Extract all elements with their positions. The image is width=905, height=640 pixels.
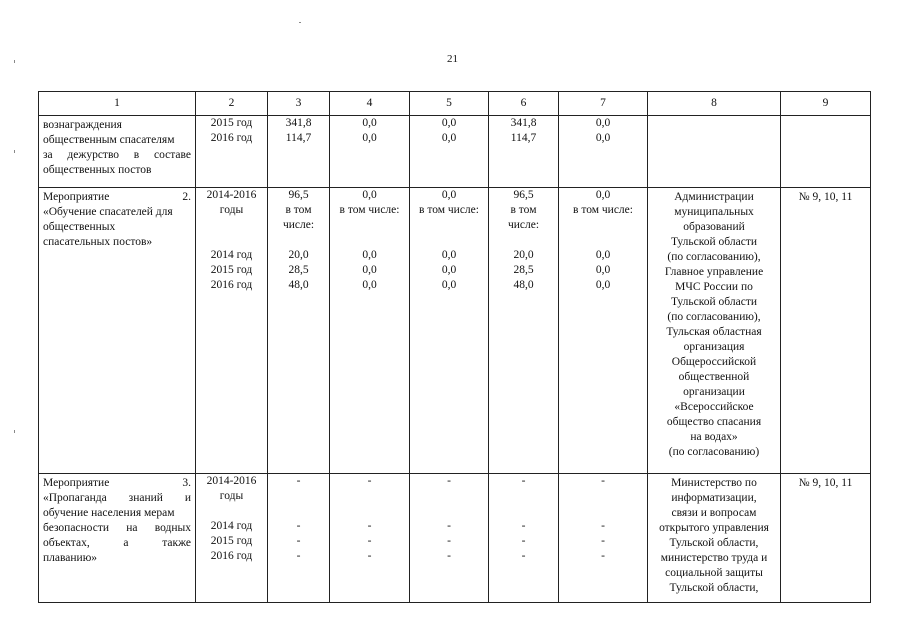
cell-line: министерство труда и (660, 552, 768, 564)
table-cell (39, 116, 196, 188)
cell-line: 2015 год (210, 535, 253, 547)
cell-line (268, 489, 329, 504)
cell-line: спасательных постов» (43, 236, 153, 248)
cell-line: 2014 год (210, 249, 253, 261)
cell-line (330, 489, 409, 504)
table-cell (559, 188, 648, 474)
table-cell (781, 116, 871, 188)
cell-line: социальной защиты (665, 567, 763, 579)
cell-line: № 9, 10, 11 (798, 477, 853, 489)
cell-line: 20,0 (288, 249, 309, 261)
cell-line: в том (285, 204, 312, 216)
cell-line: 341,8 (510, 117, 537, 129)
cell-line: - (447, 535, 451, 547)
table-cell (196, 474, 268, 603)
scan-mark (14, 150, 15, 153)
cell-line: 0,0 (362, 249, 377, 261)
table-cell (648, 474, 781, 603)
cell-line: - (601, 550, 605, 562)
cell-line: - (296, 550, 301, 562)
cell-line: 48,0 (513, 279, 534, 291)
cell-line (330, 233, 409, 248)
cell-line: 28,5 (288, 264, 309, 276)
cell-line: 0,0 (441, 249, 457, 261)
column-header: 6 (489, 92, 559, 116)
cell-line: МЧС России по (675, 281, 753, 293)
cell-line: - (447, 520, 451, 532)
cell-line: организации (683, 386, 745, 398)
table-cell (559, 474, 648, 603)
table-row (39, 116, 871, 188)
cell-line: 20,0 (513, 249, 534, 261)
cell-line: 0,0 (595, 249, 611, 261)
cell-line: - (521, 550, 526, 562)
cell-line: 2014 год (210, 520, 253, 532)
cell-line: - (521, 475, 526, 487)
cell-line: 2015 год (210, 117, 253, 129)
cell-line: 0,0 (595, 264, 611, 276)
cell-line: открытого управления (659, 522, 769, 534)
cell-line: - (367, 475, 372, 487)
cell-line: общественных постов (43, 164, 152, 176)
table-cell (559, 116, 648, 188)
column-header: 7 (559, 92, 648, 116)
cell-line: Тульской области (670, 236, 757, 248)
cell-line (330, 218, 409, 233)
cell-line: на водах» (690, 431, 738, 443)
cell-line: 2014-2016 (206, 475, 257, 487)
cell-line: 96,5 (513, 189, 534, 201)
cell-line: 0,0 (362, 279, 377, 291)
column-header: 5 (410, 92, 489, 116)
cell-line: 0,0 (441, 132, 457, 144)
cell-line: Тульской области (670, 296, 757, 308)
cell-line: безопасности на водных (43, 522, 191, 534)
cell-line: 114,7 (285, 132, 312, 144)
table-cell (39, 474, 196, 603)
cell-line: - (367, 520, 372, 532)
cell-line: за дежурство в составе (43, 149, 191, 161)
cell-line: 0,0 (362, 117, 377, 129)
cell-line (410, 504, 488, 519)
scan-mark (14, 60, 15, 63)
cell-line (489, 489, 558, 504)
cell-line: - (601, 520, 605, 532)
cell-line: числе: (507, 219, 540, 231)
column-header: 9 (781, 92, 871, 116)
cell-line: 0,0 (441, 189, 457, 201)
cell-line: Главное управление (664, 266, 764, 278)
cell-line: в том числе: (573, 204, 633, 216)
cell-line: в том числе: (339, 204, 400, 216)
cell-line: (по согласованию), (667, 251, 761, 263)
table-cell (196, 116, 268, 188)
cell-line (268, 233, 329, 248)
table-cell (489, 116, 559, 188)
cell-line: № 9, 10, 11 (798, 191, 853, 203)
column-header: 3 (268, 92, 330, 116)
column-header: 8 (648, 92, 781, 116)
cell-line: в том (510, 204, 537, 216)
cell-line: 341,8 (285, 117, 312, 129)
cell-line: общественным спасателям (43, 134, 175, 146)
table-cell (268, 474, 330, 603)
cell-line (196, 233, 267, 248)
cell-line: годы (219, 490, 244, 502)
column-header: 2 (196, 92, 268, 116)
column-header: 4 (330, 92, 410, 116)
cell-line: связи и вопросам (671, 507, 757, 519)
cell-line: - (601, 535, 605, 547)
cell-line: 0,0 (441, 279, 457, 291)
cell-line: Тульской области, (669, 537, 759, 549)
cell-line: «Всероссийское (674, 401, 754, 413)
cell-line: 0,0 (362, 189, 377, 201)
cell-line: 2014-2016 (206, 189, 257, 201)
table-cell (410, 116, 489, 188)
cell-line: объектах, а также (43, 537, 191, 549)
cell-line: информатизации, (671, 492, 757, 504)
table-cell (330, 474, 410, 603)
cell-line (489, 233, 558, 248)
cell-line (196, 504, 267, 519)
cell-line: - (447, 475, 451, 487)
table-cell (489, 474, 559, 603)
program-table (38, 91, 871, 603)
cell-line: 48,0 (288, 279, 309, 291)
cell-line: 0,0 (441, 264, 457, 276)
scan-mark (299, 22, 301, 23)
cell-line: - (521, 535, 526, 547)
cell-line (559, 489, 647, 504)
cell-line: 114,7 (510, 132, 537, 144)
table-cell (648, 188, 781, 474)
cell-line: 28,5 (513, 264, 534, 276)
cell-line: (по согласованию), (667, 311, 761, 323)
table-cell (410, 188, 489, 474)
cell-line: «Обучение спасателей для (43, 206, 173, 218)
cell-line (410, 489, 488, 504)
table-cell (39, 188, 196, 474)
table-cell (196, 188, 268, 474)
cell-line: 0,0 (595, 117, 611, 129)
cell-line: Мероприятие 3. (43, 477, 191, 489)
cell-line: 0,0 (595, 189, 611, 201)
table-row (39, 474, 871, 603)
cell-line: общественной (678, 371, 750, 383)
cell-line: общественных (43, 221, 116, 233)
cell-line: - (447, 550, 451, 562)
cell-line: - (521, 520, 526, 532)
cell-line (410, 233, 488, 248)
page-number: 21 (447, 53, 458, 65)
cell-line: 96,5 (288, 189, 309, 201)
cell-line: 0,0 (362, 264, 377, 276)
cell-line: Тульской области, (669, 582, 759, 594)
table-cell (489, 188, 559, 474)
cell-line: 0,0 (362, 132, 377, 144)
cell-line: - (296, 475, 301, 487)
cell-line: 0,0 (441, 117, 457, 129)
cell-line (410, 218, 488, 233)
cell-line: 2016 год (210, 550, 253, 562)
cell-line: вознаграждения (43, 119, 122, 131)
cell-line (489, 504, 558, 519)
table-cell (268, 188, 330, 474)
cell-line: 2016 год (210, 132, 253, 144)
cell-line: - (296, 520, 301, 532)
cell-line: 2016 год (210, 279, 253, 291)
table-header-row (39, 92, 871, 116)
cell-line: Министерство по (671, 477, 757, 489)
cell-line: годы (219, 204, 244, 216)
cell-line: общество спасания (666, 416, 762, 428)
table-cell (268, 116, 330, 188)
cell-line: в том числе: (419, 204, 479, 216)
table-cell (410, 474, 489, 603)
cell-line (559, 233, 647, 248)
cell-line (330, 504, 409, 519)
cell-line: (по согласованию) (668, 446, 760, 458)
cell-line (559, 218, 647, 233)
cell-line (559, 504, 647, 519)
table-row (39, 188, 871, 474)
cell-line: плаванию» (43, 552, 98, 564)
cell-line: «Пропаганда знаний и (43, 492, 191, 504)
cell-line: Мероприятие 2. (43, 191, 191, 203)
cell-line: - (601, 475, 605, 487)
cell-line: муниципальных (674, 206, 754, 218)
cell-line: числе: (282, 219, 315, 231)
cell-line: - (367, 535, 372, 547)
table-cell (330, 188, 410, 474)
cell-line (196, 218, 267, 233)
cell-line: организация (683, 341, 745, 353)
cell-line: 0,0 (595, 132, 611, 144)
column-header: 1 (39, 92, 196, 116)
cell-line: Администрации (674, 191, 754, 203)
cell-line: 2015 год (210, 264, 253, 276)
table-cell (648, 116, 781, 188)
cell-line: 0,0 (595, 279, 611, 291)
cell-line: - (296, 535, 301, 547)
table-cell (781, 188, 871, 474)
table-cell (330, 116, 410, 188)
cell-line (268, 504, 329, 519)
table-cell (781, 474, 871, 603)
cell-line: Общероссийской (671, 356, 757, 368)
scan-mark (14, 430, 15, 433)
cell-line: Тульская областная (666, 326, 762, 338)
cell-line: обучение населения мерам (43, 507, 175, 519)
cell-line: образований (683, 221, 745, 233)
cell-line: - (367, 550, 372, 562)
